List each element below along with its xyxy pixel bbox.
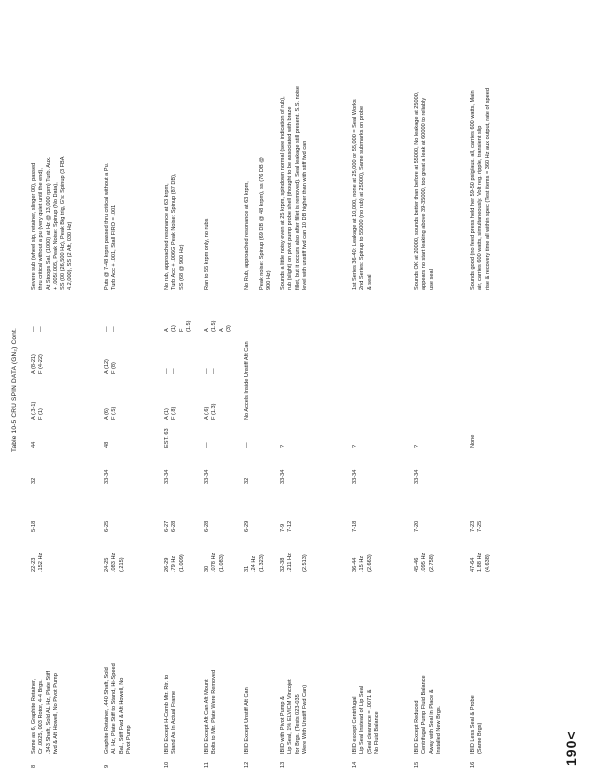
- row-description: IBID with Pivot Pump & Lip Seal, 1% ELVICM Vincojet for Brgs. (Tests 023-035 Were With Unstiff Fwd Can): [280, 679, 308, 754]
- row-pages: 7-18: [352, 520, 358, 532]
- row-ambient: 33-34: [280, 469, 286, 484]
- row-description: Graphite Retainer, .440 Shaft, Sold Al. Hz, Plate Stiff to Stand, Hi-Speed Bal., Stiff Fwd & Aft Howell, No Pivot Pump: [104, 663, 132, 754]
- row-diagnostics: — —: [164, 368, 178, 374]
- row-description: IBID Less Seal & Probe (Same Brgs): [470, 695, 484, 754]
- row-description: IBID Except Reduced Centrifugal Pump Fluid Balance Away with Seal in Place & Installed New Brgs.: [414, 675, 442, 754]
- row-misc: A (1) F (1.5): [164, 320, 192, 332]
- row-remarks: Severe sub (wheel sip, retainer, slinger 00), passed thru critical without a pu (very quiet until the end), At Stoops Sal. (1000) at Hz @ 13,000 rpm) Turb. Aux. + .005/.005, Peak Noise: Spinup (No Data), SS (00 (26,500 Hz), Peak Big trig, G's: Spinup (3 FBA 4.2,000), SS (2 Aft, 030 Hz): [31, 156, 74, 290]
- row-increment: 22-23 .152 Hz: [31, 552, 45, 572]
- row-increment: 24-25 .083 Hz (.215): [104, 552, 125, 572]
- row-remarks: Ran to 55 krpm only, no rubs: [204, 218, 210, 290]
- row-number: 14: [352, 761, 358, 768]
- row-number: 11: [204, 762, 210, 768]
- row-increment: 26-29 .79 Hz (1.009): [164, 554, 185, 572]
- row-description: IBID Except H-Comb Mtr. Rtr. to Stand As In Actual Frame: [164, 674, 178, 754]
- row-number: 10: [164, 761, 170, 768]
- row-ambient: 33-34: [352, 469, 358, 484]
- row-pages: 6-25: [104, 520, 110, 532]
- row-number: 15: [414, 761, 420, 768]
- row-ambient: 33-34: [164, 469, 170, 484]
- row-misc: — —: [31, 326, 45, 332]
- row-remarks: No Rub, approached resonance at 63 krpm, Peak noise: Spinup (69 DB @ 48 krpm), ss (76 DB @ 900 Hz): [244, 157, 272, 290]
- row-observations: A (.6) F (1.3): [204, 403, 218, 420]
- row-float: —: [204, 442, 210, 448]
- row-observations: A (.3-1) F (1): [31, 401, 45, 420]
- row-observations: A (1) F (.8): [164, 406, 178, 420]
- page-title: Table 10-5 CRU SPIN DATA (GN₂) Cont.: [11, 328, 18, 452]
- row-pages: 7-20: [414, 520, 420, 532]
- row-pages: 6-28: [204, 520, 210, 532]
- row-misc: A (1.5) A (3): [204, 320, 232, 332]
- row-observations: No Accels Inside Unstiff Aft Can: [244, 341, 250, 420]
- row-ambient: 32: [31, 477, 37, 484]
- row-pages: 6-27 6-28: [164, 520, 178, 532]
- row-remarks: Sounds a little noisy even at 25 krpm, spindown normal (see indication of rub), rub (slight) on pivot pump probe shell (thought to be associated with braze fillet, but it occurs also after fillet is removed). Seal leakage still present. S.S. noise level with unstiff fwd can 10 DB higher than with stiff fwd can: [280, 86, 308, 290]
- row-pages: 6-29: [244, 520, 250, 532]
- row-increment: 32-38 .211 Hz (2.513): [280, 553, 308, 572]
- row-increment: 31 .24 Hz (1.323): [244, 554, 265, 572]
- row-increment: 36-44 .15 Hz (2.663): [352, 554, 373, 572]
- row-number: 13: [280, 761, 286, 768]
- row-diagnostics: A (12) F (8): [104, 359, 118, 374]
- row-float: ?: [280, 444, 286, 448]
- row-description: IBID Except Aft Can Aft Mount Bolts to Mtr. Plate Were Removed: [204, 669, 218, 754]
- row-float: —: [244, 442, 250, 448]
- row-increment: 47-64 1.88 Hz (4.638): [470, 552, 491, 572]
- row-misc: — —: [104, 326, 118, 332]
- row-float: 44: [31, 441, 37, 448]
- row-diagnostics: — —: [204, 368, 218, 374]
- row-pages: 7-23 7-25: [470, 520, 484, 532]
- row-increment: 30 .078 Hz (1.083): [204, 552, 225, 572]
- row-remarks: Sounds good (no feed press held her 59-50 psig/aux. all, carries 600 watts, Main air, carries 600 watts, simultaneously. Volt reg. ripple, transient slip rise & recovery time all within spec (Test items = 360 Hz aux output, rate of speed: [470, 88, 491, 290]
- row-diagnostics: A (8-21) F (4-22): [31, 354, 45, 374]
- row-float: 48: [104, 441, 110, 448]
- row-pages: 5-18: [31, 520, 37, 532]
- row-increment: 45-46 .095 Hz (2.758): [414, 552, 435, 572]
- row-float: ?: [414, 444, 420, 448]
- row-remarks: 1st Series 36-40: Leakage at 10,000, none at 25,000 or 55,000 = Seal Works 2nd Series: Spinup to 55000 (no rub) at 25000), Same submarks on probe & seal: [352, 99, 373, 290]
- row-ambient: 33-34: [414, 469, 420, 484]
- row-description: Same as 6, Graphite Retainer, Cr .0025, 003 Rotor, 4-4 Brgs. .343 Shaft, Sold AL Hz, Plate Stiff fwd & Aft Howell, No Pivot Pump: [31, 670, 59, 754]
- row-description: IBID except Centrifugal Lip Seal Instead of Lip Seal (Seal clearance = .0071 & No Fluid Balance: [352, 685, 380, 754]
- row-number: 9: [104, 764, 110, 768]
- row-number: 16: [470, 761, 476, 768]
- page-number: 190<: [563, 730, 579, 766]
- row-observations: A (6) F (.5): [104, 406, 118, 420]
- row-remarks: No rub, approached resonance at 63 krpm, Turb Acc + .006G Peak Noise: Spinup (87 DB), SS (68 @ 900 Hz): [164, 173, 185, 290]
- row-remarks: Puts @ 7-48 krpm passed thru critical without a Pu. Turb Acc + .001, Stall FIRO = .001: [104, 162, 118, 290]
- row-ambient: 33-34: [104, 469, 110, 484]
- row-ambient: 32: [244, 477, 250, 484]
- row-remarks: Sounds OK at 20000, sounds better than before at 55000, No leakage at 25000, appears no start leaking above 39-35000, too great a leak at 60000 to reliably use seal: [414, 91, 435, 290]
- row-number: 12: [244, 761, 250, 768]
- row-float: None: [470, 434, 476, 448]
- row-number: 8: [31, 764, 37, 768]
- row-description: IBID Except Unstiff Aft Can: [244, 687, 250, 754]
- row-pages: 7-9 7-12: [280, 520, 294, 532]
- row-float: EST. 63: [164, 428, 170, 448]
- row-float: ?: [352, 444, 358, 448]
- row-ambient: 33-34: [204, 469, 210, 484]
